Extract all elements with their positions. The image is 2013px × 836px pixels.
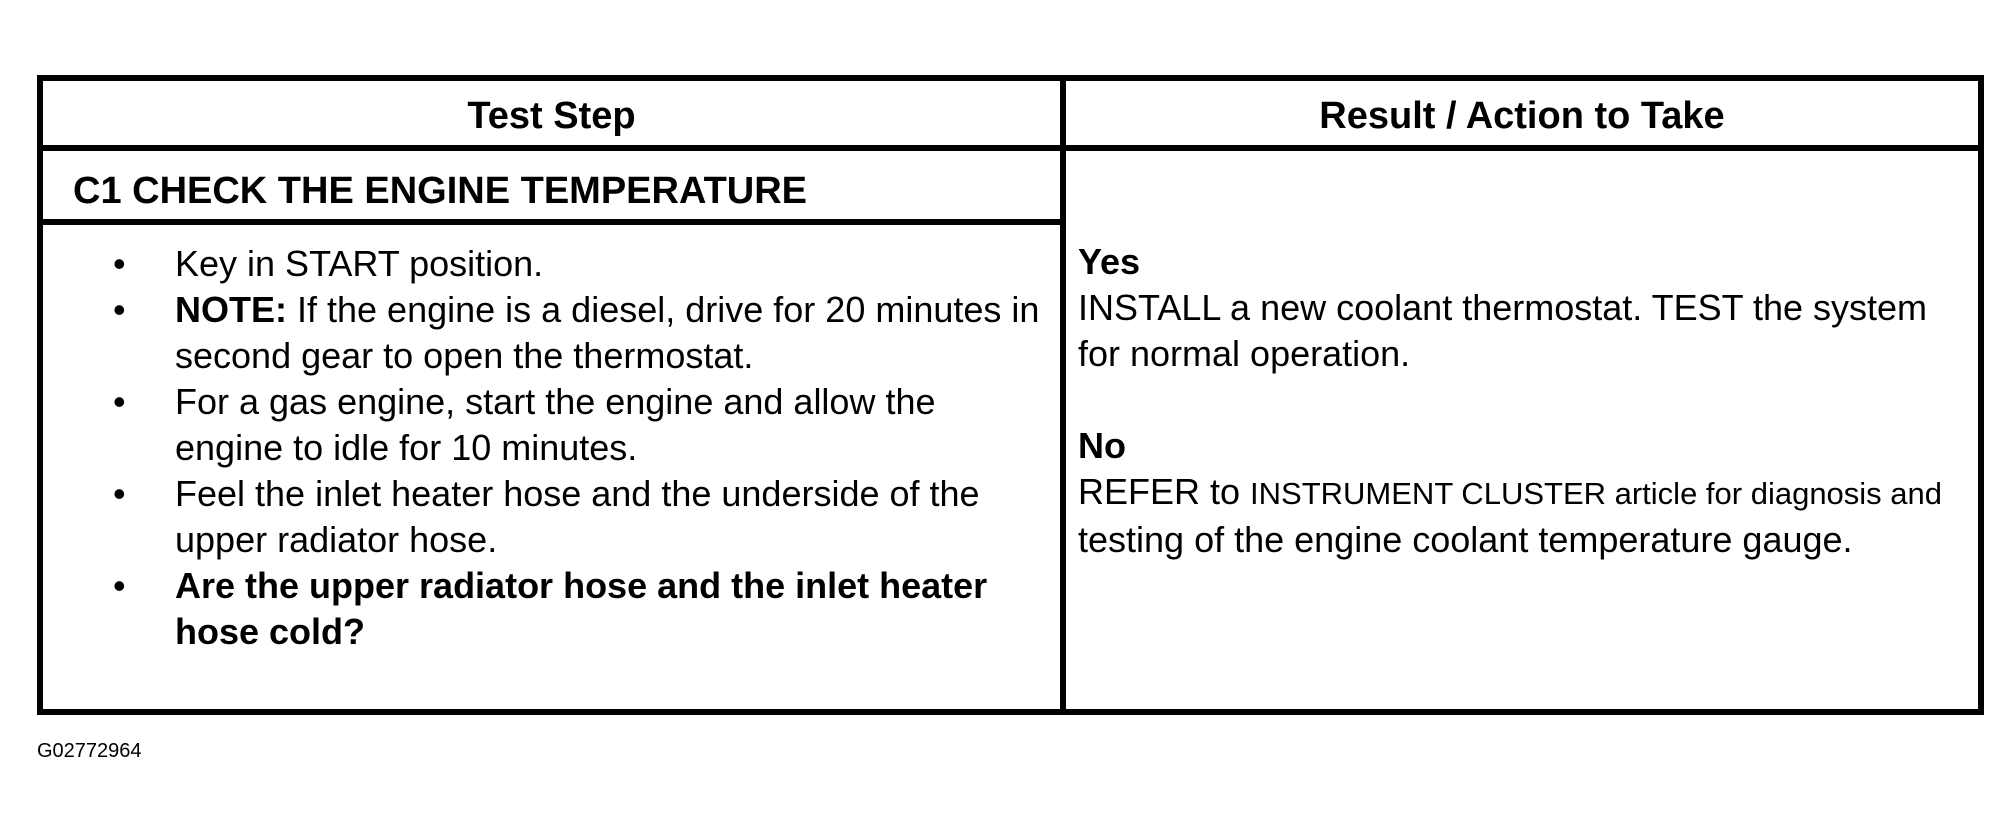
step-text: For a gas engine, start the engine and allow the engine to idle for 10 minutes. bbox=[175, 381, 936, 468]
step-list bbox=[103, 241, 1053, 655]
list-item bbox=[103, 563, 1053, 655]
yes-action-text: INSTALL a new coolant thermostat. TEST the system for normal operation. bbox=[1078, 287, 1928, 374]
diagnostic-table bbox=[37, 75, 1984, 715]
result-panel bbox=[1078, 239, 1958, 563]
refer-text: REFER to bbox=[1078, 471, 1251, 512]
list-item bbox=[103, 287, 1053, 379]
step-question: Are the upper radiator hose and the inlet heater hose cold? bbox=[175, 565, 988, 652]
list-item bbox=[103, 241, 1053, 287]
list-item bbox=[103, 471, 1053, 563]
cluster-reference-text: INSTRUMENT CLUSTER article for diagnosis and bbox=[1250, 476, 1943, 511]
header-test-step: Test Step bbox=[467, 94, 636, 137]
no-label: No bbox=[1078, 425, 1126, 466]
step-text: If the engine is a diesel, drive for 20 minutes in second gear to open the thermostat. bbox=[175, 289, 1040, 376]
note-label: NOTE: bbox=[175, 289, 287, 330]
step-title: C1 CHECK THE ENGINE TEMPERATURE bbox=[73, 169, 808, 212]
step-text: Key in START position. bbox=[175, 243, 544, 284]
list-item bbox=[103, 379, 1053, 471]
no-action-text bbox=[1078, 469, 1958, 563]
step-text: Feel the inlet heater hose and the underside of the upper radiator hose. bbox=[175, 473, 980, 560]
column-divider bbox=[1060, 81, 1066, 709]
figure-code: G02772964 bbox=[37, 740, 142, 762]
gauge-testing-text: testing of the engine coolant temperature gauge. bbox=[1078, 519, 1853, 560]
header-result-action: Result / Action to Take bbox=[1319, 94, 1725, 137]
yes-label: Yes bbox=[1078, 241, 1141, 282]
